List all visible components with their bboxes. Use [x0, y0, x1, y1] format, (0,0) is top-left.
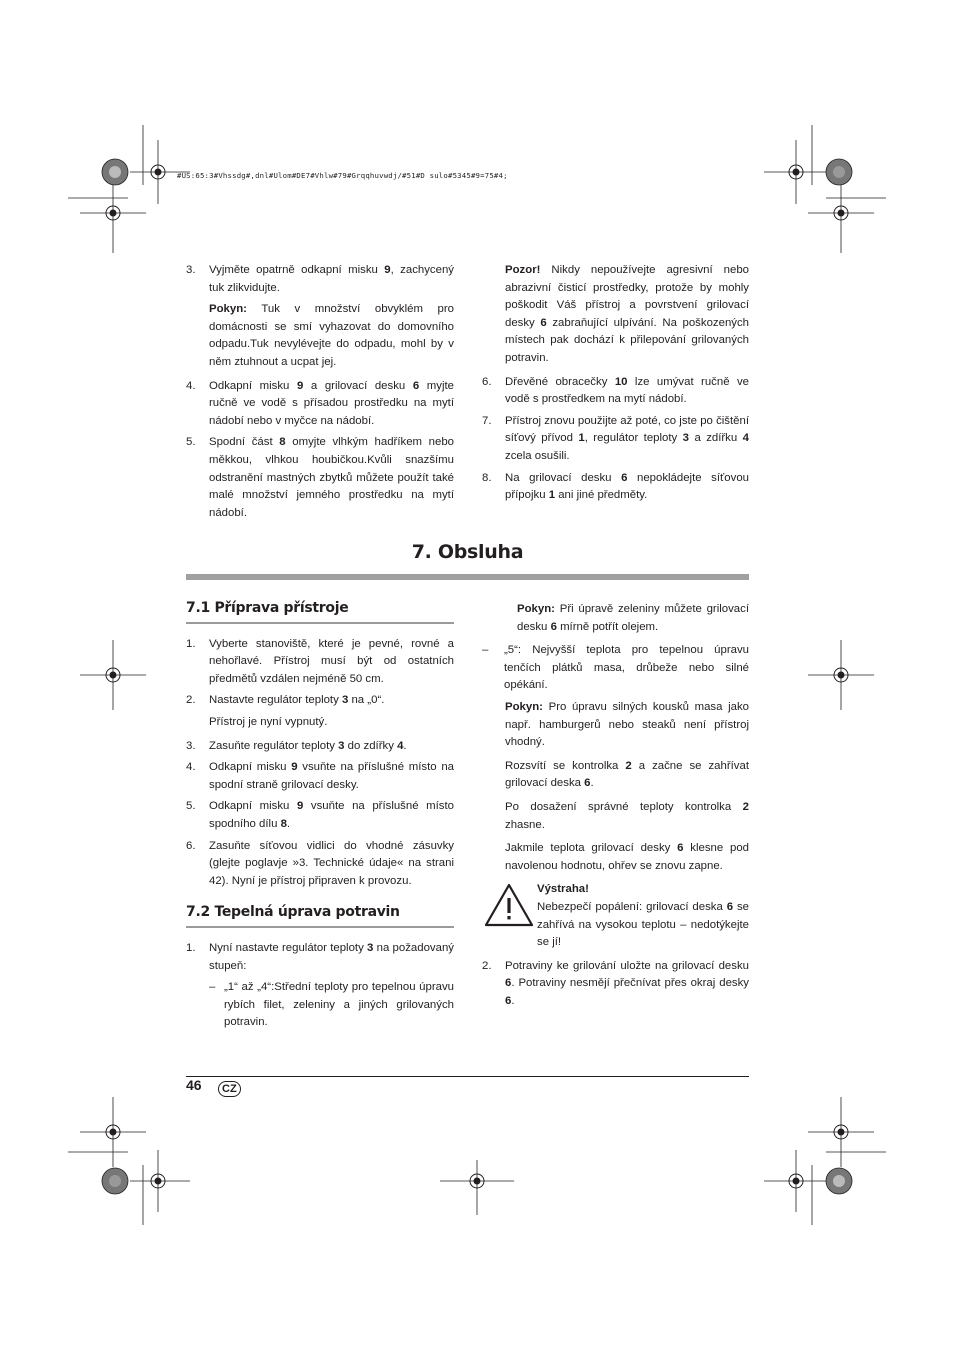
note-paragraph: Pokyn: Pro úpravu silných kousků masa jako např. hamburgerů nebo steaků není přístroj vhodný. [505, 700, 749, 749]
top-left-column [186, 262, 454, 526]
dash-item: – „5“: Nejvyšší teplota pro tepelnou úpravu tenčích plátků masa, drůbeže nebo silné opékání. [482, 644, 749, 692]
list-item: 3. Vyjměte opatrně odkapní misku 9, zachycený tuk zlikvidujte. [186, 264, 454, 294]
list-item: 2. Potraviny ke grilování uložte na grilovací desku 6. Potraviny nesmějí přečnívat přes okraj desky 6. [482, 959, 749, 1007]
page-number: 46 [186, 1077, 202, 1093]
top-right-column [482, 262, 749, 509]
list-item: 5. Spodní část 8 omyjte vlhkým hadříkem nebo měkkou, vlhkou houbičkou.Kvůli snazšímu odstranění mastných zbytků můžete použít také malé množství jemného prostředku na mytí nádobí. [186, 436, 454, 519]
print-header-line: #US:65:3#Vhssdg#,dnl#Ulom#DE7#Vhlw#79#Grqqhuvwdj/#51#D sulo#5345#9=75#4; [177, 171, 508, 180]
list-item: 5. Odkapní misku 9 vsuňte na příslušné místo spodního dílu 8. [186, 800, 454, 830]
list-item: 2. Nastavte regulátor teploty 3 na „0“. [186, 694, 385, 707]
list-item: 1. Nyní nastavte regulátor teploty 3 na požadovaný stupeň: [186, 941, 454, 972]
note-paragraph: Pokyn: Při úpravě zeleniny můžete grilovací desku 6 mírně potřít olejem. [517, 603, 749, 633]
list-item: 4. Odkapní misku 9 a grilovací desku 6 myjte ručně ve vodě s přísadou prostředku na mytí nádobí nebo v myčce na nádobí. [186, 379, 454, 427]
country-badge: CZ [218, 1081, 241, 1099]
section-title-7-1: 7.1 Příprava přístroje [186, 600, 349, 616]
list-item-sub: Přístroj je nyní vypnutý. [209, 715, 328, 728]
body-paragraph: Rozsvítí se kontrolka 2 a začne se zahřívat grilovací deska 6. [505, 759, 750, 790]
list-item: 6. Dřevěné obracečky 10 lze umývat ručně ve vodě s prostředkem na mytí nádobí. [482, 375, 749, 406]
note-paragraph: Pokyn: Tuk v množství obvyklém pro domácnosti se smí vyhazovat do domovního odpadu.Tuk nevylévejte do odpadu, mohl by v něm ztuhnout a ucpat jej. [209, 303, 454, 368]
list-item: 7. Přístroj znovu použijte až poté, co jste po čištění síťový přívod 1, regulátor teploty 3 a zdířku 4 zcela osušili. [482, 414, 749, 462]
chapter-title: 7. Obsluha [411, 541, 524, 563]
list-item: 6. Zasuňte síťovou vidlici do vhodné zásuvky (glejte poglavje »3. Technické údaje« na strani 42). Nyní je přístroj připraven k provozu. [186, 839, 454, 887]
body-paragraph: Po dosažení správné teploty kontrolka 2 zhasne. [505, 800, 749, 831]
list-item: 4. Odkapní misku 9 vsuňte na příslušné místo na spodní straně grilovací desky. [186, 761, 454, 791]
section-title-7-2: 7.2 Tepelná úprava potravin [186, 904, 400, 921]
footer-rule [186, 1076, 749, 1077]
right-column [482, 601, 749, 1014]
warning-triangle-icon [484, 883, 534, 927]
left-column [186, 600, 454, 1036]
body-paragraph: Jakmile teplota grilovací desky 6 klesne pod navolenou hodnotu, ohřev se znovu zapne. [505, 842, 749, 872]
chapter-rule [186, 574, 749, 580]
section-rule [186, 622, 454, 624]
list-item: 1. Vyberte stanoviště, které je pevné, rovné a nehořlavé. Přístroj musí být od ostatních předmětů vzdálen nejméně 50 cm. [186, 637, 454, 685]
warning-box [482, 881, 749, 951]
caution-paragraph: Pozor! Nikdy nepoužívejte agresivní nebo abrazivní čisticí prostředky, protože by mohly poškodit Váš přístroj a povrstvení grilovací desky 6 zabraňující ulpívání. Na poškozených místech pak dochází k přilepování grilovaných potravin. [505, 264, 750, 364]
list-item: 3. Zasuňte regulátor teploty 3 do zdířky 4. [186, 739, 407, 752]
dash-item: – „1“ až „4“:Střední teploty pro tepelnou úpravu rybích filet, zeleniny a jiných grilovaných potravin. [209, 981, 454, 1029]
list-item: 8. Na grilovací desku 6 nepokládejte síťovou přípojku 1 ani jiné předměty. [482, 471, 749, 502]
warning-text: Nebezpečí popálení: grilovací deska 6 se zahřívá na vysokou teplotu – nedotýkejte se jí! [537, 900, 750, 949]
warning-title: Výstraha! [537, 883, 589, 896]
section-rule [186, 926, 454, 928]
